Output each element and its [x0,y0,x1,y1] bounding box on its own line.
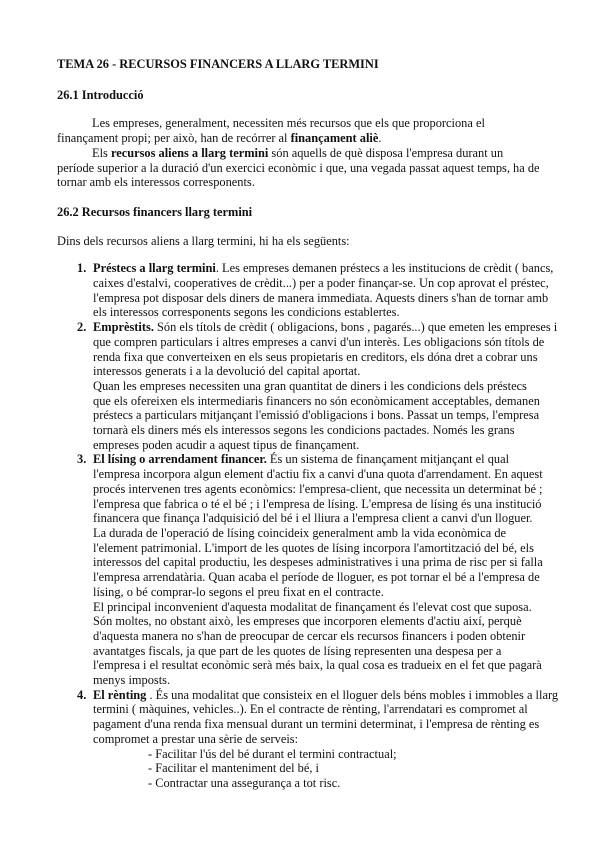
sub-list-item: - Facilitar l'ús del bé durant el termini contractual; [148,746,397,761]
text-line: préstecs a particulars mitjançant l'emissió d'obligacions i bons. Passat un temps, l'empresa [93,408,540,423]
document-page [57,57,559,791]
text-line: caixes d'estalvi, cooperatives de crèdit...) per a poder finançar-se. Un cop aprovat el préstec, [93,276,549,291]
text-run: són aquells de què disposa l'empresa durant un [268,145,504,160]
list-item [57,452,547,687]
list-item [57,687,559,791]
text-line: menys imposts. [93,673,171,688]
text-line: El principal inconvenient d'aquesta modalitat de finançament és l'elevat cost que suposa. [93,599,532,614]
introduction-text [57,116,547,190]
section-heading-long-term-resources: 26.2 Recursos financers llarg termini [57,204,253,219]
text-line [93,452,547,467]
list-item [57,320,558,452]
text-run: . [378,131,382,146]
text-line: tornar amb els interessos corresponents. [57,175,255,190]
text-line: termini ( màquines, vehicles..). En el contracte de rènting, l'arrendatari es compromet al [93,702,528,717]
text-run: Són els títols de crèdit ( obligacions, bons , pagarés...) que emeten les empreses i [153,320,558,335]
text-line: l'empresa incorpora algun element d'actiu fix a canvi d'una quota d'arrendament. En aquest [93,467,543,482]
bold-term: recursos aliens a llarg termini [110,145,269,160]
text-line: interessos del capital productiu, les despeses administratives i una prima de risc per si falla [93,555,543,570]
text-run: . Les empreses demanen préstecs a les institucions de crèdit ( bancs, [215,261,554,276]
item-title: El rènting [93,687,147,702]
item-number: 4. [77,687,87,702]
section-heading-introduction: 26.1 Introducció [57,87,144,102]
text-line: Les empreses, generalment, necessiten més recursos que els que proporciona el [92,116,485,131]
text-line: renda fixa que converteixen en els seus propietaris en creditors, els dóna dret a cobrar uns [93,349,538,364]
text-line [57,131,547,146]
section-lead-text: Dins dels recursos aliens a llarg termini, hi ha els següents: [57,233,350,248]
document-title: TEMA 26 - RECURSOS FINANCERS A LLARG TERMINI [57,57,379,71]
text-line: empreses poden acudir a aquest tipus de finançament. [93,437,360,452]
text-line: l'empresa pot disposar dels diners de manera immediata. Aquests diners s'han de tornar amb [93,290,549,305]
text-line: l'empresa arrendatària. Quan acaba el període de lloguer, es pot tornar el bé a l'empresa de [93,570,540,585]
text-line: l'empresa i el resultat econòmic serà més baix, la qual cosa es tradueix en el fet que pagarà [93,658,542,673]
text-line: l'empresa que fabrica o té el bé ; i l'empresa de lísing. L'empresa de lísing és una institució [93,496,542,511]
text-run: Els [92,145,111,160]
text-run: finançament propi; per això, han de recórrer al [57,131,291,146]
item-number: 2. [77,320,87,335]
text-line: compromet a prestar una sèrie de serveis: [93,731,299,746]
text-line: lísing, o bé comprar-lo segons el preu fixat en el contracte. [93,584,384,599]
numbered-list [57,261,559,790]
sub-list-item: - Contractar una assegurança a tot risc. [148,775,341,790]
text-line: avantatges fiscals, ja que part de les quotes de lísing representen una despesa per a [93,643,502,658]
text-line: tornarà els diners més els interessos segons les condicions pactades. Només les grans [93,423,515,438]
text-line: Són moltes, no obstant això, les empreses que incorporen elements d'actiu així, perquè [93,614,522,629]
text-run: És un sistema de finançament mitjançant el qual [266,452,510,467]
text-line: que els ofereixen els intermediaris financers no són econòmicament acceptables, demanen [93,393,540,408]
text-line: procés intervenen tres agents econòmics: l'empresa-client, que necessita un determinat bé ; [93,481,543,496]
text-line: d'aquesta manera no s'han de preocupar de cercar els recursos financers i poden obtenir [93,628,526,643]
item-title: Préstecs a llarg termini [93,261,216,276]
text-line: que compren particulars i altres empreses a canvi d'un interès. Les obligacions són títols de [93,334,545,349]
text-line: La durada de l'operació de lísing coincideix generalment amb la vida econòmica de [93,525,507,540]
sub-list-item: - Facilitar el manteniment del bé, i [148,761,320,776]
text-line [93,320,558,335]
item-title: Emprèstits. [93,320,154,335]
text-line [57,146,547,161]
text-line [93,687,559,703]
text-line: els interessos corresponents segons les condicions establertes. [93,305,400,320]
text-line: pagament d'una renda fixa mensual durant un termini determinat, i l'empresa de rènting es [93,717,540,732]
text-line [93,261,554,276]
text-line: període superior a la duració d'un exercici econòmic i que, una vegada passat aquest temps, ha de [57,160,540,175]
bold-term: finançament aliè [290,131,379,146]
item-number: 1. [77,261,87,276]
text-run: . És una modalitat que consisteix en el lloguer dels béns mobles i immobles a llarg [146,687,559,702]
text-line: l'element patrimonial. L'import de les quotes de lísing incorpora l'amortització del bé, els [93,540,534,555]
item-number: 3. [77,452,87,467]
text-line: financera que finança l'adquisició del bé i el lliura a l'empresa client a canvi d'un lloguer. [93,511,533,526]
list-item [57,261,554,320]
text-line: Quan les empreses necessiten una gran quantitat de diners i les condicions dels préstecs [93,378,527,393]
item-title: El lísing o arrendament financer. [93,452,267,467]
text-line: interessos generats i a la devolució del capital aportat. [93,364,361,379]
